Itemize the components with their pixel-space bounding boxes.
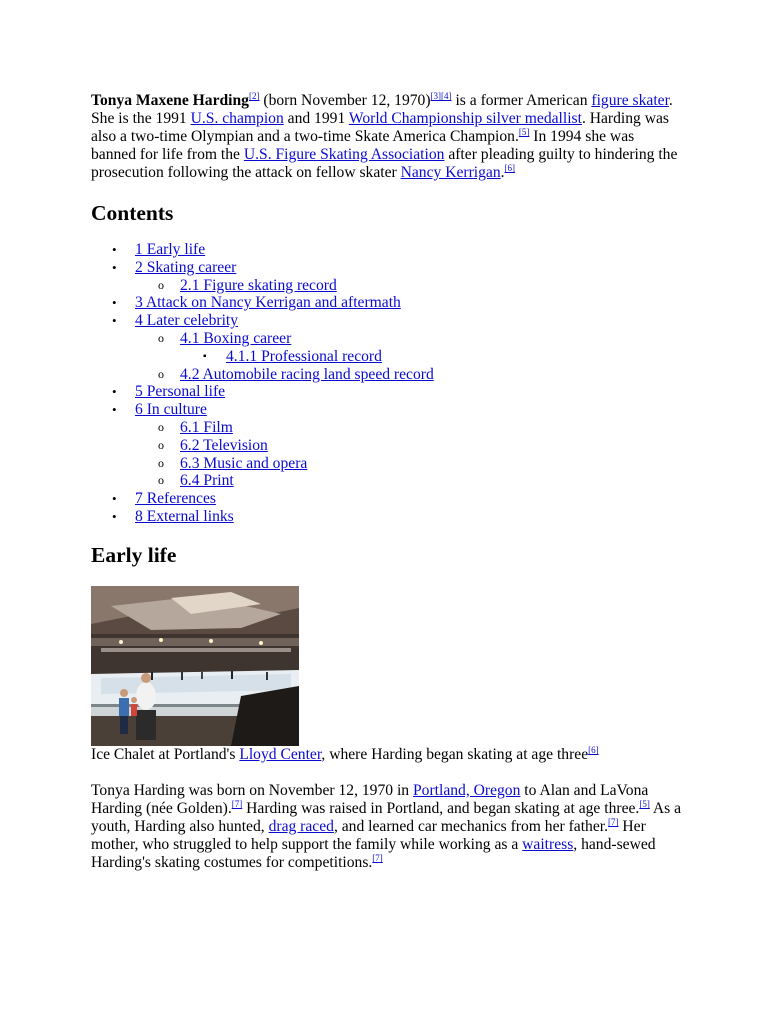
toc-item [91,348,681,366]
circle-bullet-icon: o [158,473,164,488]
toc-link[interactable]: 6 In culture [135,401,207,419]
toc-item [91,419,681,437]
toc-link[interactable]: 6.4 Print [180,472,234,490]
toc-link[interactable]: 6.2 Television [180,436,268,454]
table-of-contents [91,241,681,526]
toc-item [91,490,681,508]
circle-bullet-icon: o [158,455,164,470]
citation-ref[interactable]: [6] [588,744,599,755]
circle-bullet-icon: o [158,277,164,292]
ice-rink-photo[interactable] [91,586,299,746]
circle-bullet-icon: o [158,366,164,381]
subject-name: Tonya Maxene Harding [91,92,249,109]
citation-ref[interactable]: [3][4] [430,91,452,101]
citation-ref[interactable]: [5] [639,798,650,809]
link-world-championship[interactable]: World Championship silver medallist [348,110,582,127]
toc-item [91,383,681,401]
early-life-heading: Early life [91,542,177,567]
citation-ref[interactable]: [5] [518,127,530,137]
bullet-icon: • [112,402,117,418]
citation-ref[interactable]: [6] [504,163,516,173]
toc-link[interactable]: 4 Later celebrity [135,312,239,330]
toc-link[interactable]: 2 Skating career [135,258,237,276]
link-drag-raced[interactable]: drag raced [268,817,334,835]
toc-link[interactable]: 2.1 Figure skating record [180,276,337,294]
link-nancy-kerrigan[interactable]: Nancy Kerrigan [400,164,501,181]
link-portland-oregon[interactable]: Portland, Oregon [413,781,521,799]
toc-item [91,259,681,277]
toc-link[interactable]: 4.1 Boxing career [180,329,292,347]
toc-item [91,312,681,330]
bullet-icon: • [112,242,117,257]
link-us-champion[interactable]: U.S. champion [190,110,284,127]
toc-item [91,437,681,455]
toc-item [91,294,681,312]
photo-caption: Ice Chalet at Portland's Lloyd Center, where Harding began skating at age three[6] [91,744,599,763]
bullet-icon: • [112,295,117,311]
toc-item [91,455,681,473]
link-waitress[interactable]: waitress [522,835,574,853]
toc-link[interactable]: 8 External links [135,507,234,525]
circle-bullet-icon: o [158,419,164,434]
bullet-icon: • [112,259,117,275]
citation-ref[interactable]: [7] [231,798,243,809]
toc-link[interactable]: 7 References [135,490,216,508]
early-life-paragraph: Tonya Harding was born on November 12, 1970 in Portland, Oregon to Alan and LaVona Harding (née Golden).[7] Harding was raised in Portland, and began skating at age three.[5] As a youth, Harding also hunted, drag raced, and learned car mechanics from her father.[7] Her mother, who struggled to help support the family while working as a waitress, hand-sewed Harding's skating costumes for competitions.[7] [91,781,682,871]
intro-paragraph: Tonya Maxene Harding[2] (born November 12, 1970)[3][4] is a former American figure skater. She is the 1991 U.S. champion and 1991 World Championship silver medallist. Harding was also a two-time Olympian and a two-time Skate America Champion.[5] In 1994 she was banned for life from the U.S. Figure Skating Association after pleading guilty to hindering the prosecution following the attack on fellow skater Nancy Kerrigan.[6] [91,91,678,181]
toc-link[interactable]: 6.1 Film [180,418,233,436]
toc-item [91,241,681,259]
bullet-icon: • [112,508,117,524]
toc-item [91,401,681,419]
toc-item [91,508,681,526]
link-lloyd-center[interactable]: Lloyd Center [239,745,322,763]
circle-bullet-icon: o [158,330,164,345]
toc-item [91,330,681,348]
circle-bullet-icon: o [158,437,164,452]
toc-link[interactable]: 3 Attack on Nancy Kerrigan and aftermath [135,294,401,312]
toc-item [91,366,681,384]
citation-ref[interactable]: [7] [372,852,383,863]
citation-ref[interactable]: [7] [608,816,619,827]
square-bullet-icon: ▪ [203,350,207,362]
toc-link[interactable]: 6.3 Music and opera [180,454,308,472]
bullet-icon: • [112,384,117,400]
link-figure-skater[interactable]: figure skater [591,92,669,109]
citation-ref[interactable]: [2] [248,91,260,101]
toc-item [91,277,681,295]
contents-heading: Contents [91,201,174,225]
toc-link[interactable]: 4.2 Automobile racing land speed record [180,365,434,383]
toc-link[interactable]: 5 Personal life [135,383,226,401]
toc-item [91,472,681,490]
link-usfsa[interactable]: U.S. Figure Skating Association [243,146,445,163]
bullet-icon: • [112,491,117,507]
bullet-icon: • [112,313,117,329]
toc-link[interactable]: 4.1.1 Professional record [226,347,382,365]
toc-link[interactable]: 1 Early life [135,241,206,258]
